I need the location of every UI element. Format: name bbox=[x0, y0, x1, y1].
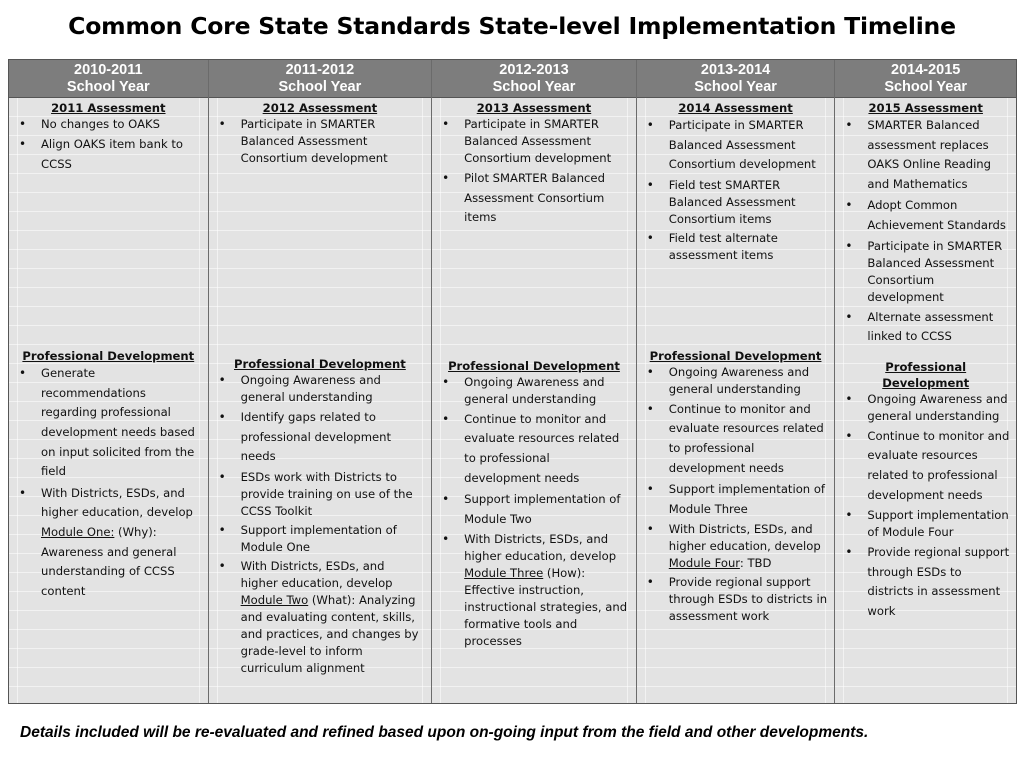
column-header bbox=[637, 60, 835, 98]
list-item: • ESDs work with Districts to provide training on use of the CCSS Toolkit bbox=[215, 469, 426, 520]
column-body bbox=[9, 98, 208, 601]
list-item: • Adopt Common Achievement Standards bbox=[841, 196, 1010, 235]
pd-title: Professional Development bbox=[882, 359, 970, 390]
module-link: Module One: bbox=[41, 524, 115, 539]
year-label: 2012-2013 bbox=[499, 62, 569, 78]
pd-title: Professional Development bbox=[649, 348, 822, 363]
module-link: Module Two bbox=[240, 592, 309, 607]
column-2013-2014 bbox=[637, 60, 836, 703]
list-item: • Ongoing Awareness and general understanding bbox=[841, 391, 1010, 425]
assessment-list bbox=[643, 116, 829, 264]
list-item: • Participate in SMARTER Balanced Assessment Consortium development bbox=[438, 116, 630, 167]
item-text: With Districts, ESDs, and higher education, develop bbox=[41, 485, 193, 520]
assessment-title: 2015 Assessment bbox=[868, 101, 983, 115]
column-2012-2013 bbox=[432, 60, 637, 703]
pd-title: Professional Development bbox=[233, 357, 406, 371]
assessment-list bbox=[841, 116, 1010, 347]
assessment-title: 2011 Assessment bbox=[51, 101, 166, 115]
column-header bbox=[432, 60, 636, 98]
column-body bbox=[209, 98, 432, 677]
school-year-label: School Year bbox=[66, 79, 150, 95]
assessment-title: 2012 Assessment bbox=[262, 101, 378, 115]
list-item bbox=[643, 521, 829, 572]
list-item: • Participate in SMARTER Balanced Assessment Consortium development bbox=[643, 116, 829, 175]
column-2014-2015 bbox=[835, 60, 1016, 703]
school-year-label: School Year bbox=[278, 79, 362, 95]
assessment-list bbox=[438, 116, 630, 228]
page-title: Common Core State Standards State-level Implementation Timeline bbox=[68, 12, 956, 40]
pd-list bbox=[215, 372, 426, 677]
list-item: • Pilot SMARTER Balanced Assessment Consortium items bbox=[438, 169, 630, 228]
list-item: • Participate in SMARTER Balanced Assessment Consortium development bbox=[215, 116, 426, 167]
assessment-list bbox=[15, 116, 202, 174]
list-item: • Align OAKS item bank to CCSS bbox=[15, 135, 202, 174]
year-label: 2014-2015 bbox=[891, 62, 961, 78]
item-text: With Districts, ESDs, and higher education, develop bbox=[240, 558, 393, 590]
list-item: • Ongoing Awareness and general understanding bbox=[215, 372, 426, 406]
column-2011-2012 bbox=[209, 60, 433, 703]
module-link: Module Four bbox=[668, 556, 740, 571]
pd-list bbox=[841, 391, 1010, 622]
list-item: • Field test alternate assessment items bbox=[643, 230, 829, 264]
footer-note: Details included will be re-evaluated and refined based upon on-going input from the field and other developments. bbox=[20, 724, 869, 741]
timeline-table bbox=[8, 59, 1017, 704]
list-item: • Provide regional support through ESDs to districts in assessment work bbox=[841, 543, 1010, 621]
column-header bbox=[209, 60, 432, 98]
pd-list bbox=[643, 364, 829, 626]
pd-title: Professional Development bbox=[22, 349, 195, 364]
list-item: • SMARTER Balanced assessment replaces OAKS Online Reading and Mathematics bbox=[841, 116, 1010, 194]
list-item: • Alternate assessment linked to CCSS bbox=[841, 308, 1010, 347]
column-2010-2011 bbox=[9, 60, 209, 703]
list-item: • Identify gaps related to professional development needs bbox=[215, 408, 426, 467]
list-item: • Continue to monitor and evaluate resources related to professional development needs bbox=[643, 400, 829, 478]
list-item: • Continue to monitor and evaluate resources related to professional development needs bbox=[438, 410, 630, 488]
list-item: • Support implementation of Module Two bbox=[438, 490, 630, 529]
list-item: • Support implementation of Module Three bbox=[643, 480, 829, 519]
school-year-label: School Year bbox=[492, 79, 576, 95]
school-year-label: School Year bbox=[884, 79, 968, 95]
list-item: • Participate in SMARTER Balanced Assessment Consortium development bbox=[841, 238, 1010, 306]
list-item: • Continue to monitor and evaluate resources related to professional development needs bbox=[841, 427, 1010, 505]
list-item bbox=[438, 531, 630, 650]
pd-list bbox=[438, 374, 630, 651]
list-item: • Provide regional support through ESDs to districts in assessment work bbox=[643, 574, 829, 625]
item-text: With Districts, ESDs, and higher education, develop bbox=[668, 522, 821, 554]
list-item bbox=[215, 558, 426, 677]
list-item: • Ongoing Awareness and general understanding bbox=[643, 364, 829, 398]
list-item: • Generate recommendations regarding professional development needs based on input solicited from the field bbox=[15, 364, 202, 482]
column-body bbox=[637, 98, 835, 625]
assessment-title: 2013 Assessment bbox=[476, 101, 592, 115]
column-header bbox=[835, 60, 1016, 98]
year-label: 2013-2014 bbox=[700, 62, 771, 78]
list-item: • Ongoing Awareness and general understanding bbox=[438, 374, 630, 408]
list-item: • Support implementation of Module Four bbox=[841, 507, 1010, 541]
module-link: Module Three bbox=[464, 566, 544, 581]
list-item: • Field test SMARTER Balanced Assessment Consortium items bbox=[643, 177, 829, 228]
assessment-title: 2014 Assessment bbox=[678, 101, 793, 115]
item-text: With Districts, ESDs, and higher education, develop bbox=[464, 532, 617, 564]
list-item: • No changes to OAKS bbox=[15, 116, 202, 133]
item-text: (What): Analyzing and evaluating content, skills, and practices, and changes by grade-level to inform curriculum alignment bbox=[240, 592, 419, 675]
column-body bbox=[835, 98, 1016, 622]
pd-list bbox=[15, 364, 202, 601]
item-text: : TBD bbox=[739, 556, 772, 571]
column-body bbox=[432, 98, 636, 650]
column-header bbox=[9, 60, 208, 98]
assessment-list bbox=[215, 116, 426, 167]
pd-title: Professional Development bbox=[448, 358, 620, 373]
year-label: 2010-2011 bbox=[74, 62, 143, 78]
item-text: (How): Effective instruction, instructional strategies, and formative tools and processes bbox=[464, 566, 628, 649]
list-item bbox=[15, 484, 202, 602]
year-label: 2011-2012 bbox=[285, 62, 355, 78]
item-text: (Why): Awareness and general understanding of CCSS content bbox=[41, 524, 177, 598]
school-year-label: School Year bbox=[694, 79, 777, 95]
list-item: • Support implementation of Module One bbox=[215, 522, 426, 556]
